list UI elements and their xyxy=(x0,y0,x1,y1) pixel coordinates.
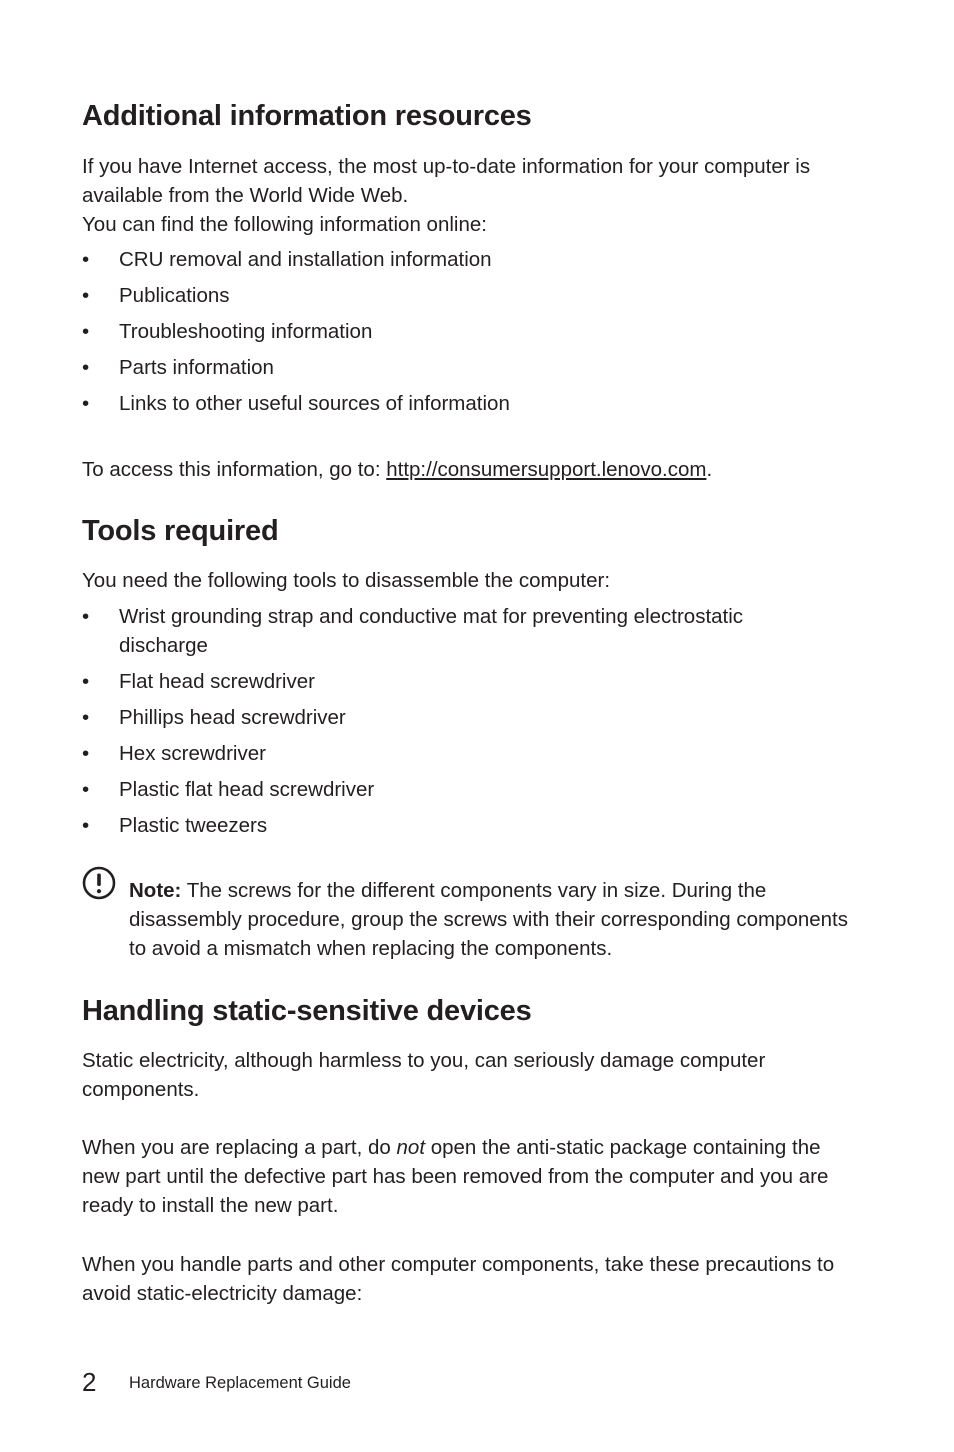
list-item xyxy=(82,739,802,768)
static-para2 xyxy=(82,1133,862,1220)
note-text xyxy=(129,876,869,963)
footer-title: Hardware Replacement Guide xyxy=(129,1374,351,1392)
list-item-text: Parts information xyxy=(119,356,274,379)
note-label: Note: xyxy=(129,879,182,902)
list-item-text: CRU removal and installation information xyxy=(119,248,492,271)
list-item xyxy=(82,389,862,418)
list-item-text: Publications xyxy=(119,284,230,307)
list-item-text: Wrist grounding strap and conductive mat for preventing electrostatic discharge xyxy=(119,605,744,657)
note-body: The screws for the different components vary in size. During the disassembly procedure, group the screws with their corresponding components to avoid a mismatch when replacing the components. xyxy=(129,879,849,960)
list-item-text: Links to other useful sources of information xyxy=(119,392,510,415)
tools-intro: You need the following tools to disassemble the computer: xyxy=(82,569,611,592)
bullet-icon: • xyxy=(82,356,90,379)
bullet-icon: • xyxy=(82,605,90,628)
bullet-icon: • xyxy=(82,778,90,801)
bullet-icon: • xyxy=(82,706,90,729)
bullet-icon: • xyxy=(82,742,90,765)
bullet-icon: • xyxy=(82,392,90,415)
list-item-text: Phillips head screwdriver xyxy=(119,706,346,729)
list-item-text: Hex screwdriver xyxy=(119,742,266,765)
bullet-icon: • xyxy=(82,320,90,343)
section-heading-static: Handling static-sensitive devices xyxy=(82,995,532,1027)
static-para3: When you handle parts and other computer components, take these precautions to avoid static-electricity damage: xyxy=(82,1253,835,1305)
static-para2-emphasis: not xyxy=(396,1136,426,1159)
bullet-icon: • xyxy=(82,284,90,307)
tools-list xyxy=(82,602,802,847)
list-item xyxy=(82,703,802,732)
list-item xyxy=(82,602,802,660)
list-item xyxy=(82,811,802,840)
bullet-icon: • xyxy=(82,670,90,693)
support-link[interactable]: http://consumersupport.lenovo.com xyxy=(386,458,707,481)
access-suffix: . xyxy=(706,458,713,481)
list-item-text: Plastic flat head screwdriver xyxy=(119,778,375,801)
list-item xyxy=(82,281,862,310)
exclamation-circle-icon xyxy=(82,866,116,900)
list-item xyxy=(82,245,862,274)
section-heading-additional: Additional information resources xyxy=(82,100,532,132)
static-para1: Static electricity, although harmless to you, can seriously damage computer components. xyxy=(82,1049,766,1101)
list-item-text: Flat head screwdriver xyxy=(119,670,315,693)
section-heading-tools: Tools required xyxy=(82,515,279,547)
page-number: 2 xyxy=(82,1367,97,1397)
list-item-text: Plastic tweezers xyxy=(119,814,268,837)
additional-intro xyxy=(82,152,862,239)
static-para2-after: open the anti-static package containing the new part until the defective part has been removed from the computer and you are ready to install the new part. xyxy=(82,1136,829,1217)
additional-list xyxy=(82,245,862,425)
list-item-text: Troubleshooting information xyxy=(119,320,373,343)
list-item xyxy=(82,317,862,346)
list-item xyxy=(82,775,802,804)
bullet-icon: • xyxy=(82,248,90,271)
list-item xyxy=(82,667,802,696)
static-para2-before: When you are replacing a part, do xyxy=(82,1136,397,1159)
bullet-icon: • xyxy=(82,814,90,837)
access-prefix: To access this information, go to: xyxy=(82,458,387,481)
access-paragraph xyxy=(82,455,862,484)
list-item xyxy=(82,353,862,382)
additional-intro-line2: You can find the following information online: xyxy=(82,213,487,236)
additional-intro-line1: If you have Internet access, the most up-to-date information for your computer is available from the World Wide Web. xyxy=(82,155,811,207)
